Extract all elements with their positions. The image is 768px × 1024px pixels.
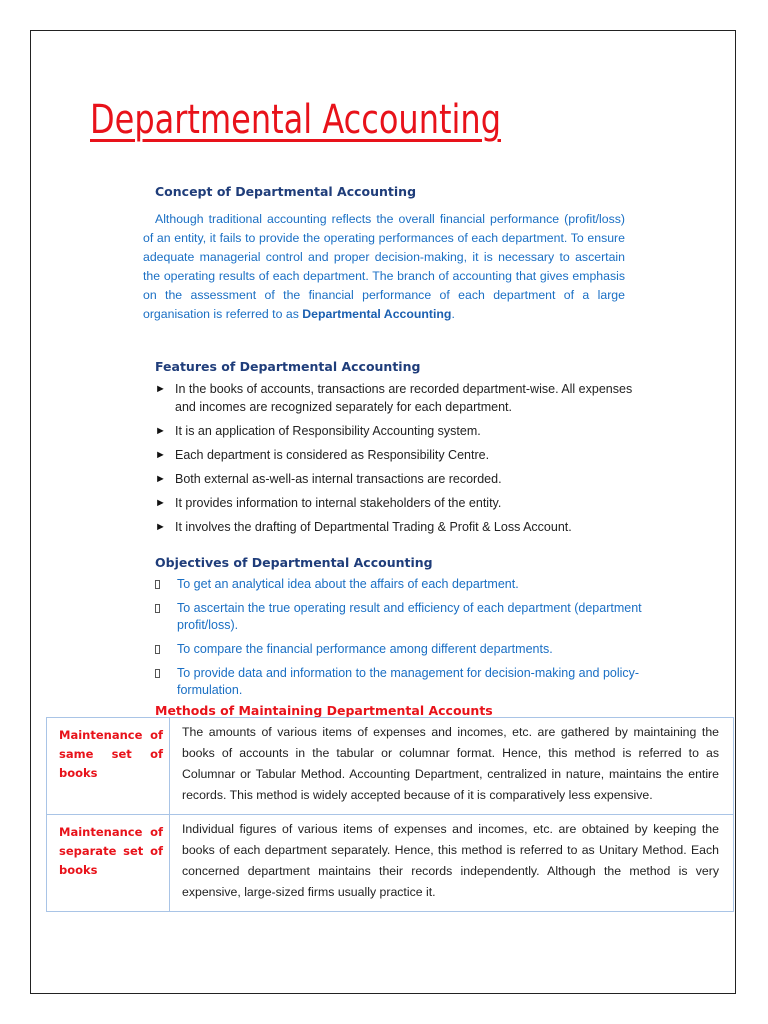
list-item: ► It provides information to internal stakeholders of the entity. — [155, 496, 502, 510]
list-item: ► It is an application of Responsibility Accounting system. — [155, 424, 481, 438]
method-description: The amounts of various items of expenses and incomes, etc. are gathered by maintaining the books of accounts in the tabular or columnar format. Hence, this method is referred to as Columnar or Tabular Method. Accounting Department, centralized in nature, maintains the entire records. This method is widely accepted because of it is comparatively less expensive. — [170, 718, 734, 815]
objectives-list — [153, 576, 673, 706]
arrow-bullet-icon: ► — [155, 473, 166, 485]
concept-term: Departmental Accounting — [302, 307, 452, 321]
features-heading: Features of Departmental Accounting — [155, 359, 421, 374]
list-item: ► Both external as-well-as internal transactions are recorded. — [155, 472, 502, 486]
table-row — [47, 718, 734, 815]
list-item: To get an analytical idea about the affairs of each department. — [153, 576, 673, 593]
list-item: To compare the financial performance among different departments. — [153, 641, 673, 658]
method-description: Individual figures of various items of expenses and incomes, etc. are obtained by keeping the books of each department separately. Hence, this method is referred to as Unitary Method. Each concerned department maintains their records independently. Although the method is very expensive, large-sized firms usually practice it. — [170, 815, 734, 912]
method-label: Maintenance of separate set of books — [47, 815, 170, 912]
list-item: ► It involves the drafting of Departmental Trading & Profit & Loss Account. — [155, 520, 572, 534]
arrow-bullet-icon: ► — [155, 383, 166, 395]
concept-heading: Concept of Departmental Accounting — [155, 184, 417, 199]
box-bullet-icon — [155, 645, 160, 654]
concept-paragraph — [143, 210, 625, 324]
methods-heading: Methods of Maintaining Departmental Accounts — [155, 703, 493, 718]
concept-end: . — [451, 307, 455, 321]
list-item: ► In the books of accounts, transactions are recorded department-wise. All expenses and incomes are recognized separately for each department. — [155, 382, 633, 414]
arrow-bullet-icon: ► — [155, 497, 166, 509]
list-item: ► Each department is considered as Responsibility Centre. — [155, 448, 490, 462]
box-bullet-icon — [155, 669, 160, 678]
arrow-bullet-icon: ► — [155, 449, 166, 461]
box-bullet-icon — [155, 604, 160, 613]
arrow-bullet-icon: ► — [155, 521, 166, 533]
features-list — [155, 380, 635, 542]
list-item: To provide data and information to the management for decision-making and policy-formulation. — [153, 665, 673, 699]
box-bullet-icon — [155, 580, 160, 589]
concept-text: Although traditional accounting reflects the overall financial performance (profit/loss) of an entity, it fails to provide the operating performances of each department. To ensure adequate managerial control and proper decision-making, it is necessary to ascertain the operating results of each department. The branch of accounting that gives emphasis on the assessment of the financial performance of each department of a large organisation is referred to as — [143, 212, 625, 321]
list-item: To ascertain the true operating result and efficiency of each department (department profit/loss). — [153, 600, 673, 634]
table-row — [47, 815, 734, 912]
objectives-heading: Objectives of Departmental Accounting — [155, 555, 433, 570]
method-label: Maintenance of same set of books — [47, 718, 170, 815]
page-title: Departmental Accounting — [90, 97, 501, 143]
arrow-bullet-icon: ► — [155, 425, 166, 437]
methods-table — [46, 717, 734, 912]
